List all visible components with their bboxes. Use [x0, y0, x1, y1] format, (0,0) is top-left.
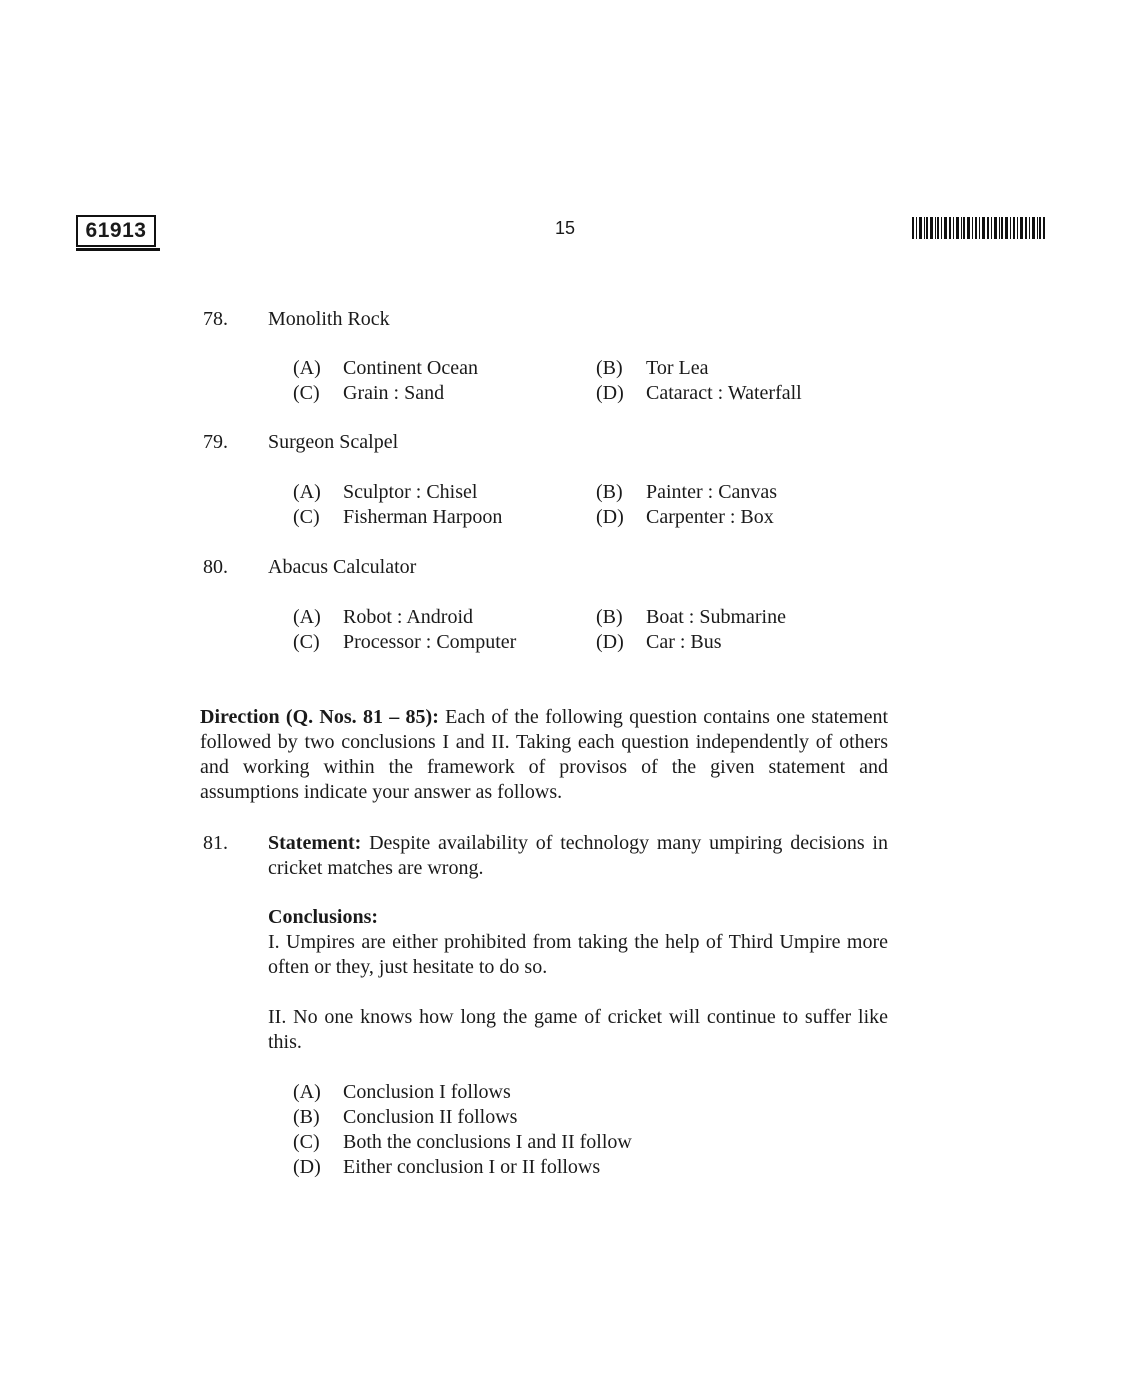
option-label: (C) [293, 1131, 320, 1153]
option-text: Carpenter : Box [646, 506, 774, 528]
option-label: (A) [293, 1081, 321, 1103]
conclusion-one: I. Umpires are either prohibited from taking the help of Third Umpire more often or they, just hesitate to do so. [268, 931, 888, 978]
statement-label: Statement: [268, 832, 362, 854]
direction-label: Direction (Q. Nos. 81 – 85): [200, 706, 439, 728]
direction-paragraph [200, 705, 888, 805]
barcode-icon [912, 217, 1045, 239]
question-number: 81. [203, 832, 228, 854]
option-text: Fisherman Harpoon [343, 506, 503, 528]
option-label: (D) [293, 1156, 321, 1178]
question-number: 80. [203, 556, 228, 578]
option-text: Conclusion II follows [343, 1106, 518, 1128]
option-label: (C) [293, 382, 320, 404]
conclusions-heading: Conclusions: [268, 906, 379, 928]
option-text: Grain : Sand [343, 382, 445, 404]
page-number: 15 [554, 218, 576, 238]
question-stem: Monolith Rock [268, 308, 390, 330]
question-stem: Surgeon Scalpel [268, 431, 399, 453]
option-label: (A) [293, 481, 321, 503]
option-label: (C) [293, 631, 320, 653]
option-label: (B) [596, 606, 623, 628]
option-text: Painter : Canvas [646, 481, 778, 503]
option-text: Continent Ocean [343, 357, 478, 379]
option-text: Conclusion I follows [343, 1081, 511, 1103]
direction-text: Each of the following question contains one statement followed by two conclusions I and II. Taking each question independently of others and working within the framework of provisos of the given statement and assumptions indicate your answer as follows. [200, 706, 889, 803]
question-number: 78. [203, 308, 228, 330]
option-label: (D) [596, 631, 624, 653]
option-text: Boat : Submarine [646, 606, 786, 628]
option-label: (B) [596, 357, 623, 379]
option-label: (A) [293, 357, 321, 379]
option-label: (C) [293, 506, 320, 528]
option-text: Processor : Computer [343, 631, 517, 653]
statement-text: Despite availability of technology many umpiring decisions in cricket matches are wrong. [268, 832, 888, 879]
option-text: Cataract : Waterfall [646, 382, 802, 404]
paper-code: 61913 [76, 215, 156, 247]
option-label: (D) [596, 506, 624, 528]
question-number: 79. [203, 431, 228, 453]
conclusion-two: II. No one knows how long the game of cricket will continue to suffer like this. [268, 1006, 888, 1053]
question-stem: Abacus Calculator [268, 556, 417, 578]
option-text: Sculptor : Chisel [343, 481, 478, 503]
option-text: Tor Lea [646, 357, 709, 379]
option-label: (B) [596, 481, 623, 503]
statement-paragraph [268, 831, 888, 881]
option-label: (A) [293, 606, 321, 628]
option-text: Car : Bus [646, 631, 722, 653]
option-label: (B) [293, 1106, 320, 1128]
option-label: (D) [596, 382, 624, 404]
option-text: Both the conclusions I and II follow [343, 1131, 632, 1153]
option-text: Robot : Android [343, 606, 474, 628]
option-text: Either conclusion I or II follows [343, 1156, 601, 1178]
